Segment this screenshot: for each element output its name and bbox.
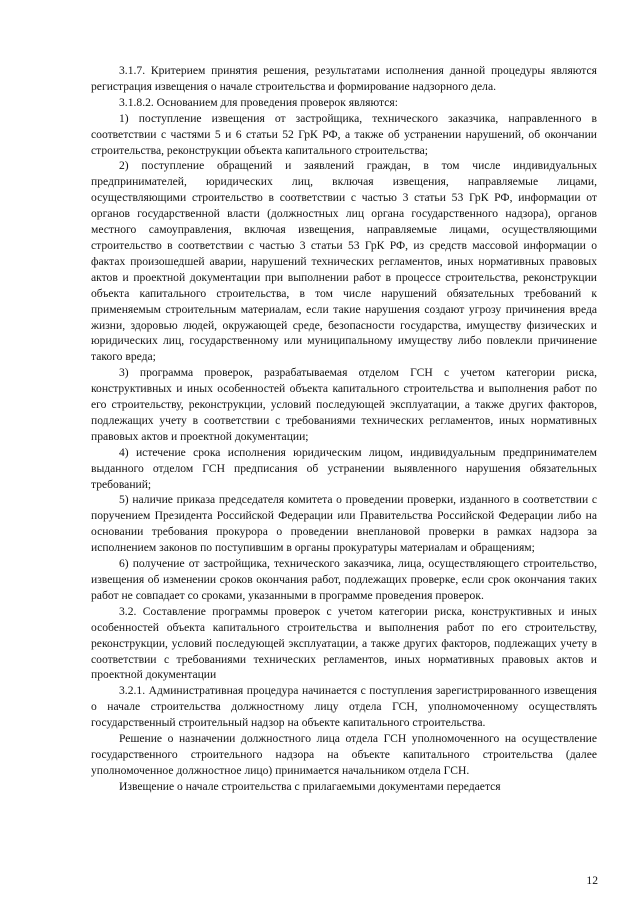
- paragraph-3-1-8-2: 3.1.8.2. Основанием для проведения проверок являются:: [119, 95, 398, 109]
- section-3-2-heading: 3.2. Составление программы проверок с учетом категории риска, конструктивных и иных особенностей объекта капитального строительства и выполнения работ по его строительству, реконструкции, условий последующей эксплуатации, а также других факторов, подлежащих учету в соответствии с требованиями технических регламентов, иных нормативных правовых актов и проектной документации: [91, 604, 597, 682]
- list-item-4: 4) истечение срока исполнения юридическим лицом, индивидуальным предпринимателем выданного отделом ГСН предписания об устранении выявленного нарушения обязательных требований;: [91, 445, 597, 491]
- page-number: 12: [586, 874, 598, 887]
- paragraph-3-1-7: 3.1.7. Критерием принятия решения, результатами исполнения данной процедуры являются регистрация извещения о начале строительства и формирование надзорного дела.: [91, 64, 597, 93]
- list-item-5: 5) наличие приказа председателя комитета о проведении проверки, изданного в соответствии с поручением Президента Российской Федерации или Правительства Российской Федерации либо на основании требования прокурора о проведении внеплановой проверки в рамках надзора за исполнением законов по поступившим в органы прокуратуры материалам и обращениям;: [91, 493, 597, 555]
- paragraph-notice-transfer: Извещение о начале строительства с прилагаемыми документами передается: [119, 779, 501, 793]
- document-body: [91, 63, 597, 795]
- paragraph-decision: Решение о назначении должностного лица отдела ГСН уполномоченного на осуществление государственного строительного надзора на объекте капитального строительства (далее уполномоченное должностное лицо) принимается начальником отдела ГСН.: [91, 732, 597, 777]
- list-item-2: 2) поступление обращений и заявлений граждан, в том числе индивидуальных предпринимателей, юридических лиц, включая извещения, направляемые лицами, осуществляющими строительство в соответствии с частью 3 статьи 53 ГрК РФ, информации от органов государственной власти (должностных лиц органа государственного надзора), органов местного самоуправления, включая извещения, направляемые лицами, осуществляющими строительство в соответствии с частью 3 статьи 53 ГрК РФ, из средств массовой информации о фактах произошедшей аварии, нарушений технических регламентов, иных нормативных правовых актов и проектной документации при выполнении работ в процессе строительства, реконструкции объекта капитального строительства, в том числе нарушений обязательных требований к применяемым строительным материалам, если такие нарушения создают угрозу причинения вреда жизни, здоровью людей, окружающей среде, безопасности государства, имуществу физических и юридических лиц, государственному или муниципальному имуществу либо повлекли причинение такого вреда;: [91, 159, 597, 364]
- list-item-6: 6) получение от застройщика, технического заказчика, лица, осуществляющего строительство, извещения об изменении сроков окончания работ, подлежащих проверке, если срок окончания таких работ не совпадает со сроками, указанными в программе проведения проверок.: [91, 557, 597, 602]
- list-item-3: 3) программа проверок, разрабатываемая отделом ГСН с учетом категории риска, конструктивных и иных особенностей объекта капитального строительства и выполнения работ по его строительству, реконструкции, условий последующей эксплуатации, а также других факторов, подлежащих учету в соответствии с требованиями технических регламентов, иных нормативных правовых актов и проектной документации;: [91, 366, 597, 443]
- paragraph-3-2-1: 3.2.1. Административная процедура начинается с поступления зарегистрированного извещения о начале строительства должностному лицу отдела ГСН, уполномоченному осуществлять государственный строительный надзор на объекте капитального строительства.: [91, 684, 597, 730]
- list-item-1: 1) поступление извещения от застройщика, технического заказчика, направленного в соответствии с частями 5 и 6 статьи 52 ГрК РФ, а также об устранении нарушений, об окончании строительства, реконструкции объекта капитального строительства;: [91, 111, 597, 157]
